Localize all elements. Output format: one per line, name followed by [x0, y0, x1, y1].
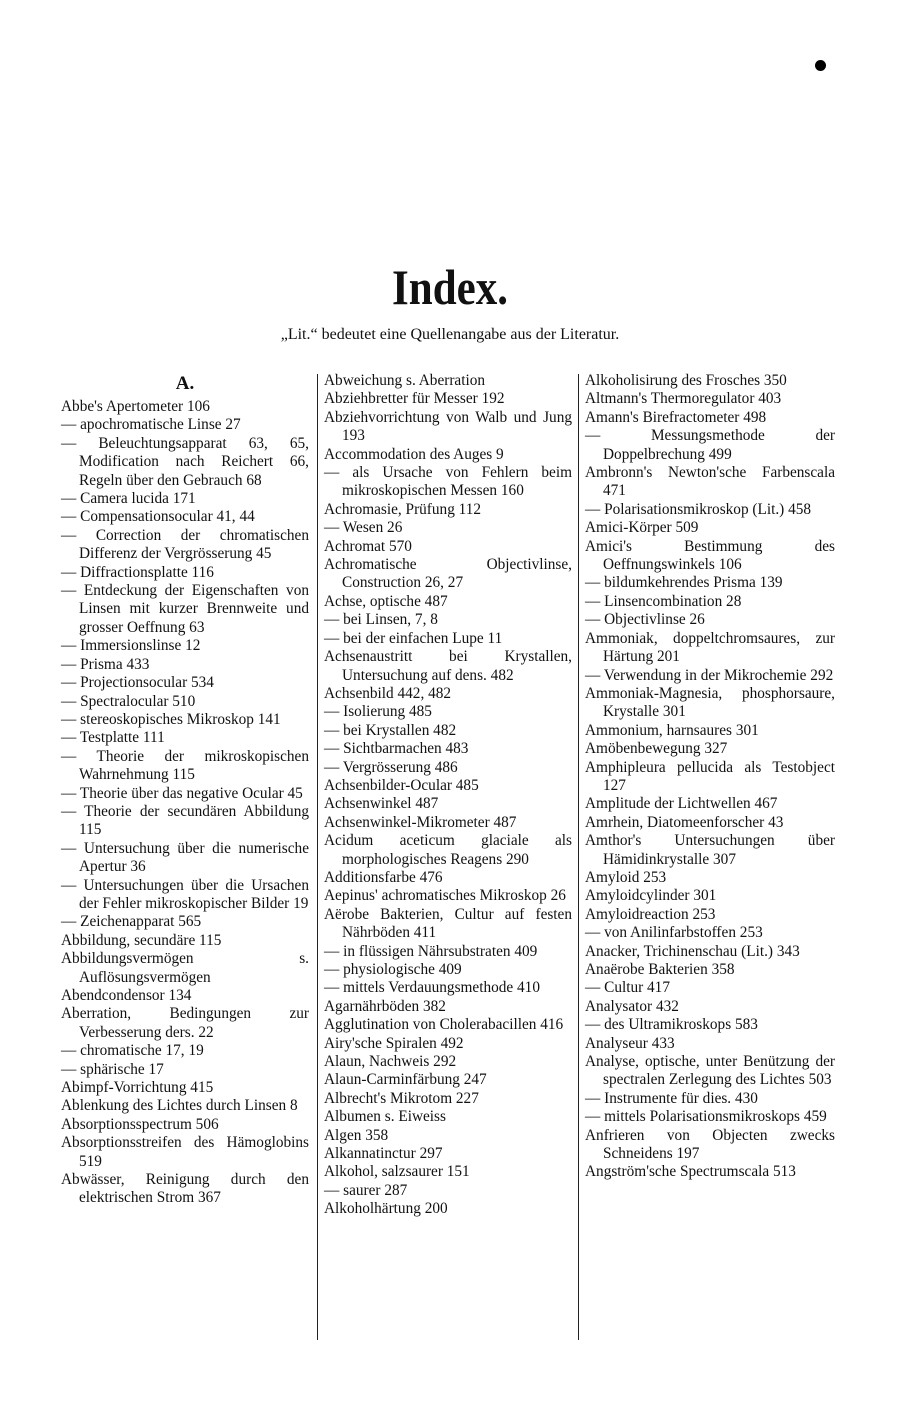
index-entry: — bei der einfachen Lupe 11 [324, 629, 503, 647]
index-entry: Alaun, Nachweis 292 [324, 1053, 457, 1071]
index-entry: Achromatische Objectivlinse, Construction 26, 27 [324, 556, 572, 592]
index-entry: — Messungsmethode der Doppelbrechung 499 [585, 427, 835, 463]
index-entry: — Compensationsocular 41, 44 [61, 508, 255, 526]
index-entry: Anfrieren von Objecten zwecks Schneidens 197 [585, 1126, 835, 1163]
index-entry: Ammoniak-Magnesia, phosphorsaure, Krystalle 301 [585, 684, 835, 721]
index-entry: Algen 358 [324, 1126, 389, 1144]
index-entry: — chromatische 17, 19 [61, 1042, 204, 1060]
index-entry: Amici-Körper 509 [585, 519, 699, 537]
index-entry: — stereoskopisches Mikroskop 141 [61, 710, 281, 728]
page-subtitle: „Lit.“ bedeutet eine Quellenangabe aus der Literatur. [280, 326, 620, 343]
index-entry: Absorptionsspectrum 506 [61, 1115, 219, 1133]
index-entry: Aberration, Bedingungen zur Verbesserung ders. 22 [61, 1005, 309, 1041]
index-entry: Agglutination von Cholerabacillen 416 [324, 1016, 564, 1034]
index-entry: — physiologische 409 [324, 961, 462, 978]
index-entry: Amphipleura pellucida als Testobject 127 [585, 758, 835, 794]
index-entry: Amici's Bestimmung des Oeffnungswinkels 106 [585, 537, 835, 574]
index-entry: Airy'sche Spiralen 492 [324, 1034, 464, 1052]
index-entry: — bei Krystallen 482 [324, 721, 457, 739]
index-entry: Amyloidreaction 253 [585, 905, 716, 923]
index-entry: — des Ultramikroskops 583 [585, 1016, 758, 1034]
index-entry: — in flüssigen Nährsubstraten 409 [324, 942, 538, 960]
index-entry: — Theorie über das negative Ocular 45 [61, 784, 303, 802]
index-entry: Abbildungsvermögen s. Auflösungsvermögen [61, 950, 309, 986]
index-column-2 [324, 372, 572, 1219]
index-entry: Abbildung, secundäre 115 [61, 931, 222, 949]
index-entry: — Sichtbarmachen 483 [324, 740, 469, 758]
index-entry: Alkohol, salzsaurer 151 [324, 1163, 470, 1181]
index-entry: — als Ursache von Fehlern beim mikroskopischen Messen 160 [324, 464, 572, 500]
index-entry: Absorptionsstreifen des Hämoglobins 519 [61, 1134, 309, 1170]
index-column-3 [585, 372, 835, 1182]
index-entry: — sphärische 17 [61, 1060, 164, 1078]
index-entry: Angström'sche Spectrumscala 513 [585, 1163, 796, 1181]
index-entry: Amann's Birefractometer 498 [585, 408, 767, 426]
index-entry: Aërobe Bakterien, Cultur auf festen Nährböden 411 [324, 905, 572, 942]
index-entry: — Instrumente für dies. 430 [585, 1089, 758, 1107]
index-entry: Abbe's Apertometer 106 [61, 398, 210, 415]
index-entry: Alaun-Carminfärbung 247 [324, 1071, 487, 1089]
index-entry: — Theorie der mikroskopischen Wahrnehmung 115 [61, 747, 309, 784]
index-entry: Ablenkung des Lichtes durch Linsen 8 [61, 1097, 298, 1115]
index-entry: Altmann's Thermoregulator 403 [585, 390, 782, 408]
index-entry: Ambronn's Newton'sche Farbenscala 471 [585, 464, 835, 500]
index-entry: — Correction der chromatischen Differenz der Vergrösserung 45 [61, 526, 309, 563]
index-entry: Achsenaustritt bei Krystallen, Untersuchung auf dens. 482 [324, 648, 572, 684]
index-entry: Achsenwinkel 487 [324, 795, 439, 813]
index-entry: Analysator 432 [585, 997, 679, 1015]
index-entry: — Untersuchungen über die Ursachen der Fehler mikroskopischer Bilder 19 [61, 876, 309, 912]
index-entry: — bei Linsen, 7, 8 [324, 611, 438, 629]
index-entry: — Vergrösserung 486 [324, 758, 458, 776]
index-entry: — Entdeckung der Eigenschaften von Linsen mit kurzer Brennweite und grosser Oeffnung 63 [61, 582, 309, 636]
index-entry: Agarnährböden 382 [324, 997, 446, 1015]
index-entry: Achse, optische 487 [324, 592, 448, 610]
index-entry: Analyse, optische, unter Benützung der spectralen Zerlegung des Lichtes 503 [585, 1053, 835, 1089]
index-entry: Amplitude der Lichtwellen 467 [585, 795, 778, 813]
index-entry: Analyseur 433 [585, 1034, 675, 1052]
index-entry: Amyloidcylinder 301 [585, 887, 717, 905]
index-entry: — Theorie der secundären Abbildung 115 [61, 802, 309, 839]
index-entry: Additionsfarbe 476 [324, 868, 443, 886]
index-entry: — Spectralocular 510 [61, 692, 196, 710]
index-entry: Achsenbilder-Ocular 485 [324, 776, 479, 794]
column-divider [317, 374, 318, 1340]
index-entry: Alkoholhärtung 200 [324, 1200, 448, 1218]
index-entry: — Beleuchtungsapparat 63, 65, Modification nach Reichert 66, Regeln über den Gebrauch 68 [61, 434, 309, 489]
index-entry: — Projectionsocular 534 [61, 674, 214, 692]
index-entry: — Prisma 433 [61, 655, 150, 673]
index-entry: — Diffractionsplatte 116 [61, 563, 214, 581]
index-entry: Acidum aceticum glaciale als morphologisches Reagens 290 [324, 832, 572, 868]
index-entry: — Zeichenapparat 565 [61, 913, 202, 931]
index-entry: Abziehbretter für Messer 192 [324, 390, 505, 408]
index-entry: — Verwendung in der Mikrochemie 292 [585, 666, 834, 684]
index-entry: Abendcondensor 134 [61, 987, 192, 1004]
index-entry: — Objectivlinse 26 [585, 611, 705, 629]
index-entry: — Polarisationsmikroskop (Lit.) 458 [585, 500, 812, 518]
index-entry: Aepinus' achromatisches Mikroskop 26 [324, 887, 566, 905]
index-entry: — mittels Polarisationsmikroskops 459 [585, 1108, 827, 1126]
index-entry: — mittels Verdauungsmethode 410 [324, 979, 540, 997]
page-title: Index. [392, 259, 508, 315]
index-entry: — Cultur 417 [585, 979, 670, 997]
index-entry: — Wesen 26 [324, 519, 403, 537]
index-entry: Amrhein, Diatomeenforscher 43 [585, 813, 784, 831]
index-entry: — Untersuchung über die numerische Apertur 36 [61, 839, 309, 876]
index-entry: Abimpf-Vorrichtung 415 [61, 1079, 214, 1097]
index-entry: Alkoholisirung des Frosches 350 [585, 372, 787, 389]
index-entry: Albrecht's Mikrotom 227 [324, 1089, 479, 1107]
index-entry: Anacker, Trichinenschau (Lit.) 343 [585, 942, 800, 960]
index-entry: Abweichung s. Aberration [324, 372, 486, 389]
index-entry: Achsenbild 442, 482 [324, 684, 452, 702]
index-entry: — apochromatische Linse 27 [61, 416, 241, 434]
index-entry: Accommodation des Auges 9 [324, 445, 504, 463]
index-entry: — Testplatte 111 [61, 729, 165, 747]
index-entry: Abziehvorrichtung von Walb und Jung 193 [324, 408, 572, 445]
index-entry: — Camera lucida 171 [61, 490, 196, 508]
index-entry: Abwässer, Reinigung durch den elektrischen Strom 367 [61, 1171, 309, 1207]
index-entry: Albumen s. Eiweiss [324, 1108, 446, 1126]
index-entry: Achsenwinkel-Mikrometer 487 [324, 813, 517, 831]
index-entry: Ammoniak, doppeltchromsaures, zur Härtung 201 [585, 629, 835, 666]
index-entry: — saurer 287 [324, 1181, 408, 1199]
index-entry: — Isolierung 485 [324, 703, 432, 721]
index-entry: Amöbenbewegung 327 [585, 740, 728, 758]
index-entry: Achromat 570 [324, 537, 412, 555]
column-divider [578, 374, 579, 1340]
index-entry: Ammonium, harnsaures 301 [585, 721, 759, 739]
index-entry: Amthor's Untersuchungen über Hämidinkrystalle 307 [585, 832, 835, 868]
index-entry: Anaërobe Bakterien 358 [585, 961, 735, 978]
section-letter: A. [175, 373, 195, 394]
index-entry: — Immersionslinse 12 [61, 637, 201, 655]
index-entry: — bildumkehrendes Prisma 139 [585, 574, 783, 592]
index-entry: — von Anilinfarbstoffen 253 [585, 924, 763, 942]
index-entry: — Linsencombination 28 [585, 592, 742, 610]
ink-dot [815, 60, 826, 71]
index-column-1 [61, 372, 309, 1208]
index-entry: Alkannatinctur 297 [324, 1145, 443, 1163]
index-entry: Amyloid 253 [585, 868, 667, 886]
index-entry: Achromasie, Prüfung 112 [324, 500, 482, 518]
